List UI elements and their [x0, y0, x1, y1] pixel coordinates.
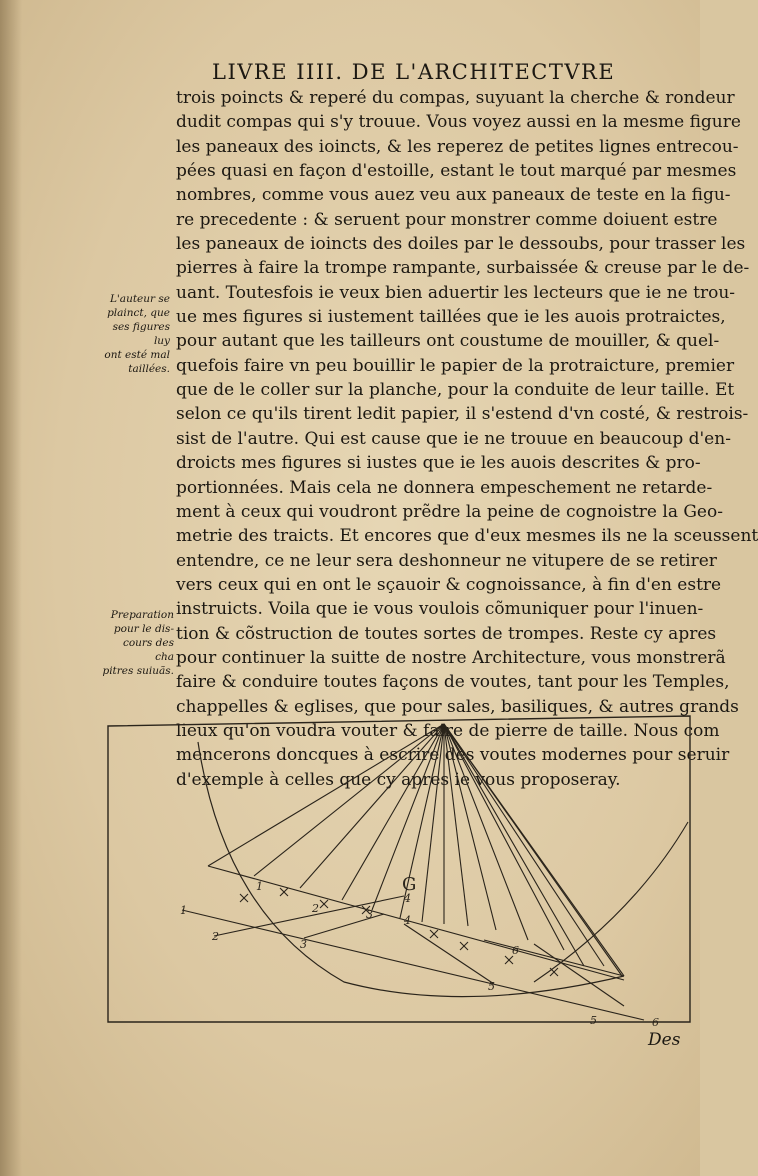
chord-line [404, 924, 494, 984]
text-line: pées quasi en façon d'estoille, estant le tout marqué par mesmes [176, 161, 737, 182]
text-line: portionnées. Mais cela ne donnera empeschement ne retarde- [176, 477, 713, 498]
margin-note-line: ses figures luy [112, 321, 170, 347]
text-line: dudit compas qui s'y trouue. Vous voyez aussi en la mesme figure [176, 112, 741, 133]
text-line: droicts mes figures si iustes que ie les auois descrites & pro- [176, 453, 701, 474]
text-line: les paneaux des ioincts, & les reperez de petites lignes entrecou- [176, 136, 739, 157]
fan-line [254, 724, 444, 876]
text-line: metrie des traicts. Et encores que d'eux mesmes ils ne la sceussent [176, 526, 758, 547]
text-line: d'exemple à celles que cy apres ie vous proposeray. [176, 769, 621, 790]
figure-number: 2 [212, 930, 219, 943]
text-line: uant. Toutesfois ie veux bien aduertir les lecteurs que ie ne trou- [176, 282, 736, 303]
text-line: pour continuer la suitte de nostre Architecture, vous monstrerã [176, 647, 726, 668]
figure-number: 5 [590, 1014, 597, 1027]
figure-number: 5 [488, 980, 495, 993]
fan-line [300, 724, 444, 888]
body-text [176, 86, 758, 792]
fan-line [444, 724, 496, 930]
margin-note-preparation [102, 608, 174, 678]
text-line: pour autant que les tailleurs ont coustume de mouiller, & quel- [176, 331, 720, 352]
text-line: ue mes figures si iustement taillées que ie les auois protraictes, [176, 307, 726, 328]
margin-note-line: pitres suiuãs. [102, 665, 174, 677]
text-line: faire & conduire toutes façons de voutes, tant pour les Temples, [176, 672, 730, 693]
margin-note-author-complaint [98, 292, 170, 376]
margin-note-line: ont esté mal [104, 349, 170, 361]
text-line: nombres, comme vous auez veu aux paneaux de teste en la figu- [176, 185, 731, 206]
fan-line [444, 724, 564, 950]
figure-label-g: G [402, 874, 417, 895]
ray-line [444, 724, 584, 966]
figure-number: 3 [366, 908, 373, 921]
figure-number: 6 [652, 1016, 659, 1029]
figure-number: 4 [404, 914, 411, 927]
chord-line [182, 910, 644, 1020]
text-line: ment à ceux qui voudront prẽdre la peine de cognoistre la Geo- [176, 501, 723, 522]
figure-number: 3 [300, 938, 307, 951]
text-line: sist de l'autre. Qui est cause que ie ne trouue en beaucoup d'en- [176, 428, 731, 449]
fan-line [208, 724, 444, 866]
fan-line [342, 724, 444, 900]
catchword: Des [648, 1030, 681, 1050]
text-line: vers ceux qui en ont le sçauoir & cognoissance, à fin d'en estre [176, 574, 722, 595]
running-head: LIVRE IIII. DE L'ARCHITECTVRE [212, 60, 616, 84]
figure-number: 1 [180, 904, 187, 917]
text-line: chappelles & eglises, que pour sales, basiliques, & autres grands [176, 696, 739, 717]
margin-note-line: taillées. [128, 363, 170, 375]
figure-number: 1 [256, 880, 263, 893]
margin-note-line: plainct, que [107, 307, 170, 319]
text-line: mencerons doncques à escrire des voutes modernes pour seruir [176, 745, 730, 766]
text-line: pierres à faire la trompe rampante, surbaissée & creuse par le de- [176, 258, 750, 279]
text-line: entendre, ce ne leur sera deshonneur ne vitupere de se retirer [176, 550, 717, 571]
text-line: les paneaux de ioincts des doiles par le dessoubs, pour trasser les [176, 234, 746, 255]
text-line: lieux qu'on voudra vouter & faire de pierre de taille. Nous com [176, 720, 720, 741]
figure-number: 6 [512, 944, 519, 957]
text-line: instruicts. Voila que ie vous voulois cõmuniquer pour l'inuen- [176, 599, 704, 620]
text-line: quefois faire vn peu bouillir le papier de la protraicture, premier [176, 355, 735, 376]
text-line: que de le coller sur la planche, pour la conduite de leur taille. Et [176, 380, 735, 401]
text-line: tion & cõstruction de toutes sortes de trompes. Reste cy apres [176, 623, 717, 644]
trompe-geometric-figure [104, 714, 730, 1029]
figure-frame [108, 716, 730, 1022]
margin-note-line: pour le dis- [113, 623, 174, 635]
figure-number: 4 [404, 892, 411, 905]
margin-note-line: Preparation [110, 609, 174, 621]
text-line: selon ce qu'ils tirent ledit papier, il s'estend d'vn costé, & restrois- [176, 404, 749, 425]
margin-note-line: L'auteur se [109, 293, 170, 305]
margin-note-line: cours des cha [122, 637, 174, 663]
page-gutter-shadow [0, 0, 22, 1176]
text-line: re precedente : & seruent pour monstrer comme doiuent estre [176, 209, 718, 230]
figure-number: 2 [312, 902, 319, 915]
text-line: trois poincts & reperé du compas, suyuant la cherche & rondeur [176, 88, 735, 108]
